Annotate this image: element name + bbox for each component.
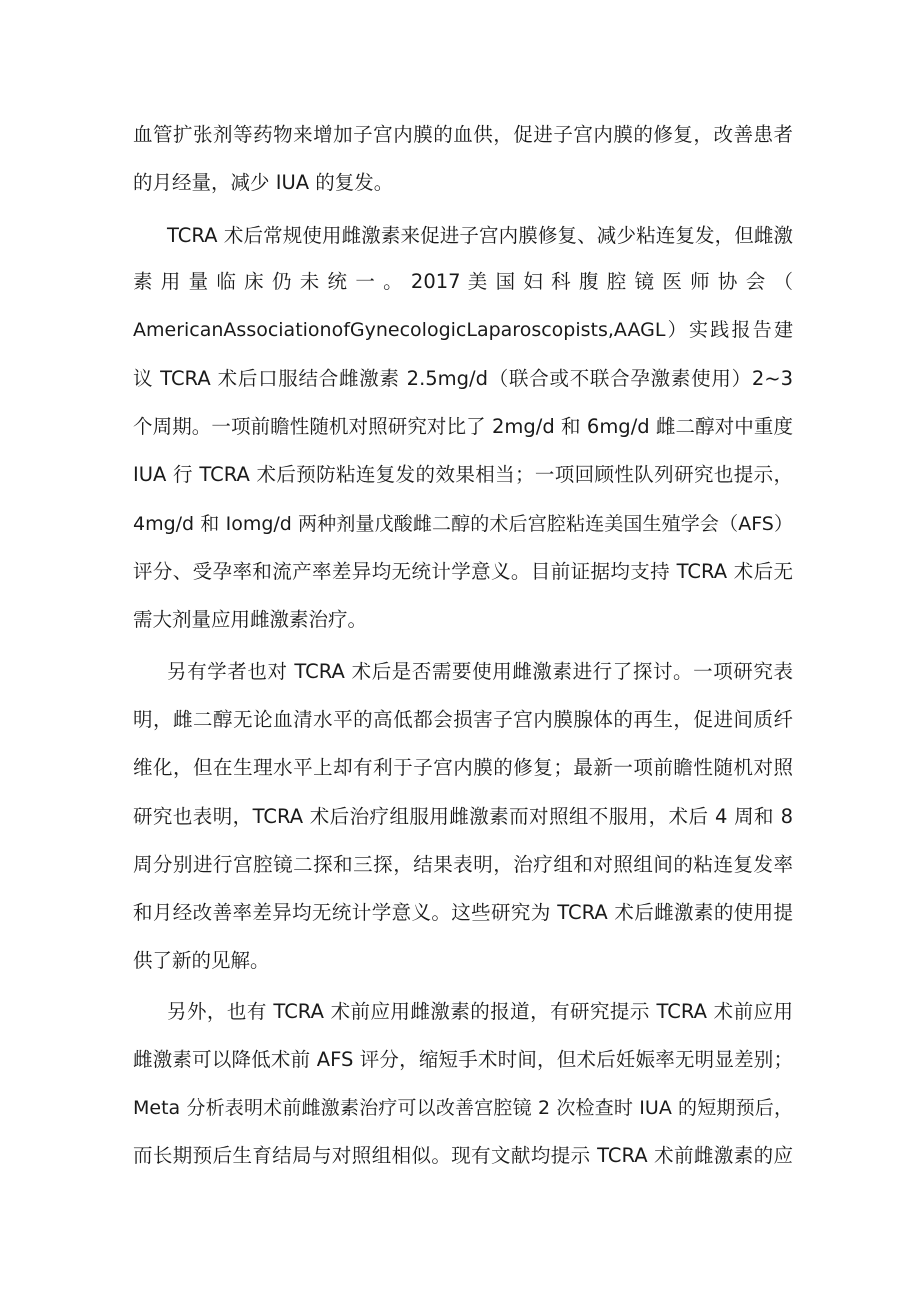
text-line: 4mg/d 和 Iomg/d 两种剂量戊酸雌二醇的术后宫腔粘连美国生殖学会（AFS） <box>133 513 793 535</box>
text-line: 素 用 量 临 床 仍 未 统 一 。 2017 美 国 妇 科 腹 腔 镜 医 师 协 会 （ <box>133 270 793 293</box>
text-line: 个周期。一项前瞻性随机对照研究对比了 2mg/d 和 6mg/d 雌二醇对中重度 <box>133 415 793 438</box>
text-line: 研究也表明，TCRA 术后治疗组服用雌激素而对照组不服用，术后 4 周和 8 <box>133 805 793 828</box>
text-line: TCRA 术后常规使用雌激素来促进子宫内膜修复、减少粘连复发，但雌激 <box>167 224 793 247</box>
text-line: IUA 行 TCRA 术后预防粘连复发的效果相当；一项回顾性队列研究也提示， <box>133 463 793 486</box>
text-line: 和月经改善率差异均无统计学意义。这些研究为 TCRA 术后雌激素的使用提 <box>133 901 793 924</box>
text-line: 周分别进行宫腔镜二探和三探，结果表明，治疗组和对照组间的粘连复发率 <box>133 853 793 876</box>
text-line: 评分、受孕率和流产率差异均无统计学意义。目前证据均支持 TCRA 术后无 <box>133 560 793 583</box>
text-line: 明，雌二醇无论血清水平的高低都会损害子宫内膜腺体的再生，促进间质纤 <box>133 708 793 731</box>
text-line: 的月经量，减少 IUA 的复发。 <box>133 171 394 194</box>
text-line: Meta 分析表明术前雌激素治疗可以改善宫腔镜 2 次检查时 IUA 的短期预后， <box>133 1097 793 1119</box>
text-line: 供了新的见解。 <box>133 949 270 972</box>
text-line: 议 TCRA 术后口服结合雌激素 2.5mg/d（联合或不联合孕激素使用）2~3 <box>133 367 793 390</box>
text-line: 维化，但在生理水平上却有利于子宫内膜的修复；最新一项前瞻性随机对照 <box>133 756 793 779</box>
text-line: AmericanAssociationofGynecologicLaparoscopists,AAGL）实践报告建 <box>133 319 793 341</box>
text-line: 需大剂量应用雌激素治疗。 <box>133 608 368 631</box>
text-line: 血管扩张剂等药物来增加子宫内膜的血供，促进子宫内膜的修复，改善患者 <box>133 123 793 146</box>
text-line: 而长期预后生育结局与对照组相似。现有文献均提示 TCRA 术前雌激素的应 <box>133 1144 793 1167</box>
text-line: 另外，也有 TCRA 术前应用雌激素的报道，有研究提示 TCRA 术前应用 <box>167 1000 793 1023</box>
text-line: 雌激素可以降低术前 AFS 评分，缩短手术时间，但术后妊娠率无明显差别； <box>133 1048 793 1071</box>
text-line: 另有学者也对 TCRA 术后是否需要使用雌激素进行了探讨。一项研究表 <box>167 660 793 683</box>
